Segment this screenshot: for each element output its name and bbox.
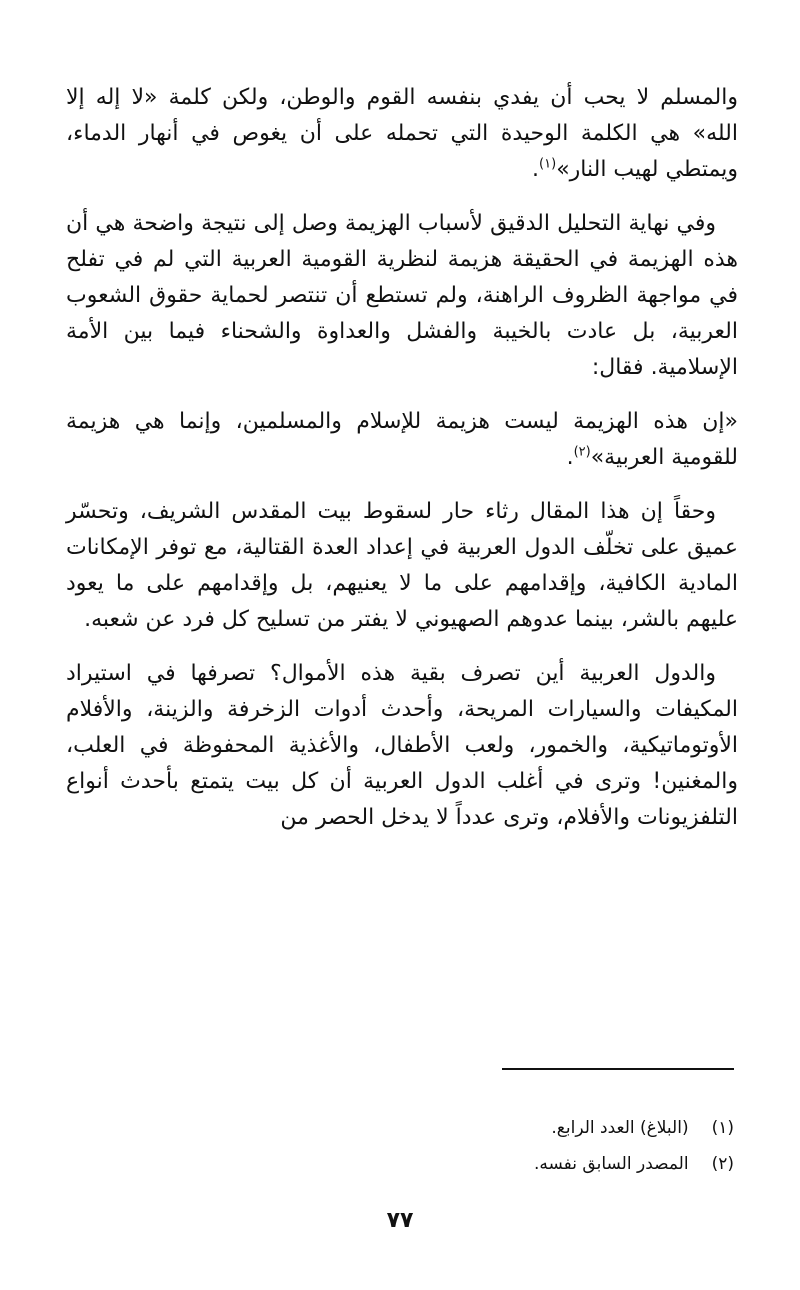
footnote-2 (62, 1146, 734, 1182)
footnote-ref-2: (٢) (573, 444, 591, 460)
footnote-separator (502, 1068, 734, 1070)
paragraph-1 (66, 80, 738, 188)
page-body (66, 80, 738, 836)
paragraph-2 (66, 206, 738, 386)
paragraph-2-text: وفي نهاية التحليل الدقيق لأسباب الهزيمة وصل إلى نتيجة واضحة هي أن هذه الهزيمة في الحقيقة هزيمة لنظرية القومية العربية التي لم في تفلح في مواجهة الظروف الراهنة، ولم تستطع أن تنتصر لحماية حقوق الشعوب العربية، بل عادت بالخيبة والفشل والعداوة والشحناء فيما بين الأمة الإسلامية. فقال: (66, 211, 738, 380)
paragraph-1-text: والمسلم لا يحب أن يفدي بنفسه القوم والوطن، ولكن كلمة «لا إله إلا الله» هي الكلمة الوحيدة التي تحمله على أن يغوص في أنهار الدماء، ويمتطي لهيب النار» (66, 85, 738, 182)
paragraph-5 (66, 656, 738, 836)
footnote-1 (62, 1110, 734, 1146)
footnote-2-text: المصدر السابق نفسه. (534, 1154, 689, 1174)
footnote-2-number: (٢) (711, 1154, 734, 1174)
paragraph-4 (66, 494, 738, 638)
footnote-ref-1: (١) (539, 156, 557, 172)
footnote-1-number: (١) (711, 1118, 734, 1138)
paragraph-3-end: . (566, 445, 574, 470)
paragraph-1-end: . (532, 157, 540, 182)
paragraph-4-text: وحقاً إن هذا المقال رثاء حار لسقوط بيت المقدس الشريف، وتحسّر عميق على تخلّف الدول العربية في إعداد العدة القتالية، مع توفر الإمكانات المادية الكافية، وإقدامهم على ما لا يعنيهم، بل وإقدامهم على ما يعود عليهم بالشر، بينما عدوهم الصهيوني لا يفتر من تسليح كل فرد عن شعبه. (66, 499, 738, 632)
footnotes (62, 1110, 734, 1182)
paragraph-5-text: والدول العربية أين تصرف بقية هذه الأموال؟ تصرفها في استيراد المكيفات والسيارات المريحة، وأحدث أدوات الزخرفة والزينة، والأفلام الأوتوماتيكية، والخمور، ولعب الأطفال، والأغذية المحفوظة في العلب، والمغنين! وترى في أغلب الدول العربية أن كل بيت يتمتع بأحدث أنواع التلفزيونات والأفلام، وترى عدداً لا يدخل الحصر من (66, 661, 738, 830)
footnote-1-text: (البلاغ) العدد الرابع. (551, 1118, 689, 1138)
paragraph-3-quote (66, 404, 738, 476)
page-number: ٧٧ (386, 1208, 414, 1233)
paragraph-3-text: «إن هذه الهزيمة ليست هزيمة للإسلام والمسلمين، وإنما هي هزيمة للقومية العربية» (66, 409, 738, 470)
